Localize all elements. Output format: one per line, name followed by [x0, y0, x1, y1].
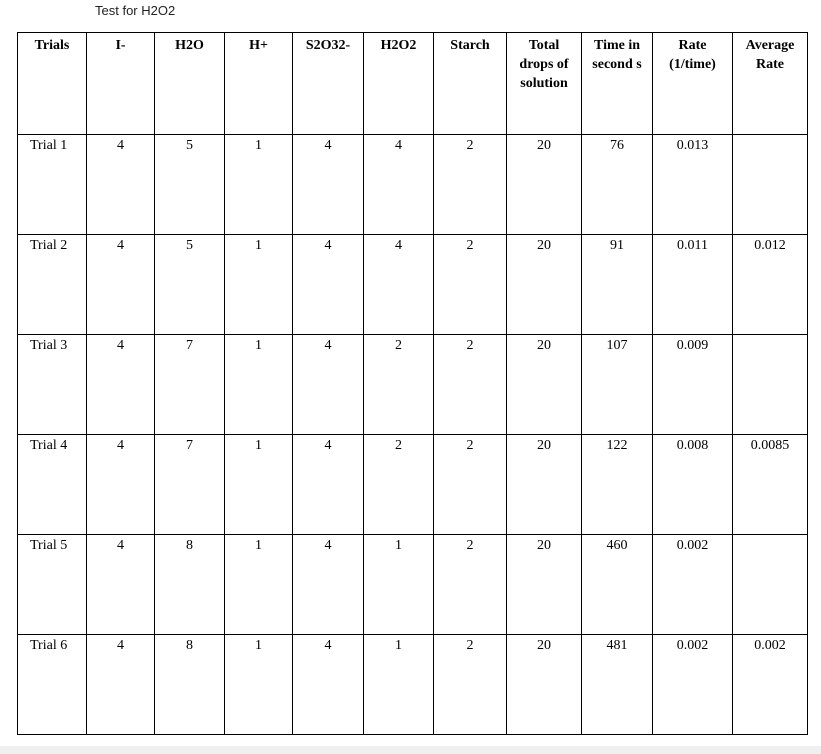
cell-time: 76	[582, 135, 653, 235]
page-bottom-edge	[0, 746, 821, 754]
cell-peroxide: 1	[364, 635, 434, 735]
cell-average-rate	[733, 335, 808, 435]
cell-starch: 2	[434, 535, 507, 635]
cell-water: 7	[155, 435, 225, 535]
header-cell-water: H2O	[155, 33, 225, 135]
cell-thiosulfate: 4	[293, 435, 364, 535]
cell-water: 5	[155, 235, 225, 335]
cell-time: 460	[582, 535, 653, 635]
cell-peroxide: 1	[364, 535, 434, 635]
cell-trial: Trial 3	[18, 335, 87, 435]
cell-peroxide: 4	[364, 135, 434, 235]
cell-water: 5	[155, 135, 225, 235]
results-table	[17, 32, 808, 735]
header-row	[18, 33, 808, 135]
cell-water: 8	[155, 535, 225, 635]
cell-peroxide: 4	[364, 235, 434, 335]
cell-hydrogen-ion: 1	[225, 635, 293, 735]
cell-iodide: 4	[87, 535, 155, 635]
header-cell-hydrogen-ion: H+	[225, 33, 293, 135]
cell-hydrogen-ion: 1	[225, 535, 293, 635]
cell-hydrogen-ion: 1	[225, 135, 293, 235]
cell-time: 122	[582, 435, 653, 535]
table-row	[18, 335, 808, 435]
header-cell-thiosulfate: S2O32-	[293, 33, 364, 135]
cell-total-drops: 20	[507, 135, 582, 235]
cell-thiosulfate: 4	[293, 635, 364, 735]
table-caption: Test for H2O2	[95, 3, 176, 18]
cell-total-drops: 20	[507, 335, 582, 435]
cell-rate: 0.009	[653, 335, 733, 435]
cell-hydrogen-ion: 1	[225, 335, 293, 435]
cell-iodide: 4	[87, 635, 155, 735]
cell-time: 91	[582, 235, 653, 335]
cell-trial: Trial 6	[18, 635, 87, 735]
cell-starch: 2	[434, 135, 507, 235]
header-cell-peroxide: H2O2	[364, 33, 434, 135]
cell-average-rate: 0.002	[733, 635, 808, 735]
header-cell-total-drops: Total drops of solution	[507, 33, 582, 135]
header-cell-starch: Starch	[434, 33, 507, 135]
cell-starch: 2	[434, 335, 507, 435]
cell-average-rate: 0.012	[733, 235, 808, 335]
cell-starch: 2	[434, 435, 507, 535]
cell-hydrogen-ion: 1	[225, 235, 293, 335]
cell-thiosulfate: 4	[293, 335, 364, 435]
cell-iodide: 4	[87, 135, 155, 235]
cell-total-drops: 20	[507, 435, 582, 535]
cell-rate: 0.008	[653, 435, 733, 535]
cell-water: 7	[155, 335, 225, 435]
header-cell-iodide: I-	[87, 33, 155, 135]
cell-peroxide: 2	[364, 335, 434, 435]
cell-rate: 0.002	[653, 535, 733, 635]
cell-rate: 0.011	[653, 235, 733, 335]
table-row	[18, 635, 808, 735]
header-cell-trials: Trials	[18, 33, 87, 135]
cell-hydrogen-ion: 1	[225, 435, 293, 535]
cell-iodide: 4	[87, 435, 155, 535]
cell-trial: Trial 1	[18, 135, 87, 235]
cell-trial: Trial 4	[18, 435, 87, 535]
cell-iodide: 4	[87, 235, 155, 335]
cell-rate: 0.002	[653, 635, 733, 735]
cell-average-rate	[733, 535, 808, 635]
cell-starch: 2	[434, 235, 507, 335]
cell-peroxide: 2	[364, 435, 434, 535]
table-row	[18, 235, 808, 335]
cell-time: 107	[582, 335, 653, 435]
header-cell-average-rate: Average Rate	[733, 33, 808, 135]
cell-water: 8	[155, 635, 225, 735]
cell-total-drops: 20	[507, 235, 582, 335]
header-cell-time: Time in second s	[582, 33, 653, 135]
cell-thiosulfate: 4	[293, 135, 364, 235]
table-row	[18, 435, 808, 535]
cell-thiosulfate: 4	[293, 235, 364, 335]
table-row	[18, 535, 808, 635]
cell-rate: 0.013	[653, 135, 733, 235]
cell-total-drops: 20	[507, 635, 582, 735]
cell-average-rate: 0.0085	[733, 435, 808, 535]
cell-trial: Trial 2	[18, 235, 87, 335]
cell-starch: 2	[434, 635, 507, 735]
cell-trial: Trial 5	[18, 535, 87, 635]
cell-thiosulfate: 4	[293, 535, 364, 635]
cell-time: 481	[582, 635, 653, 735]
cell-average-rate	[733, 135, 808, 235]
cell-iodide: 4	[87, 335, 155, 435]
cell-total-drops: 20	[507, 535, 582, 635]
header-cell-rate: Rate (1/time)	[653, 33, 733, 135]
table-row	[18, 135, 808, 235]
